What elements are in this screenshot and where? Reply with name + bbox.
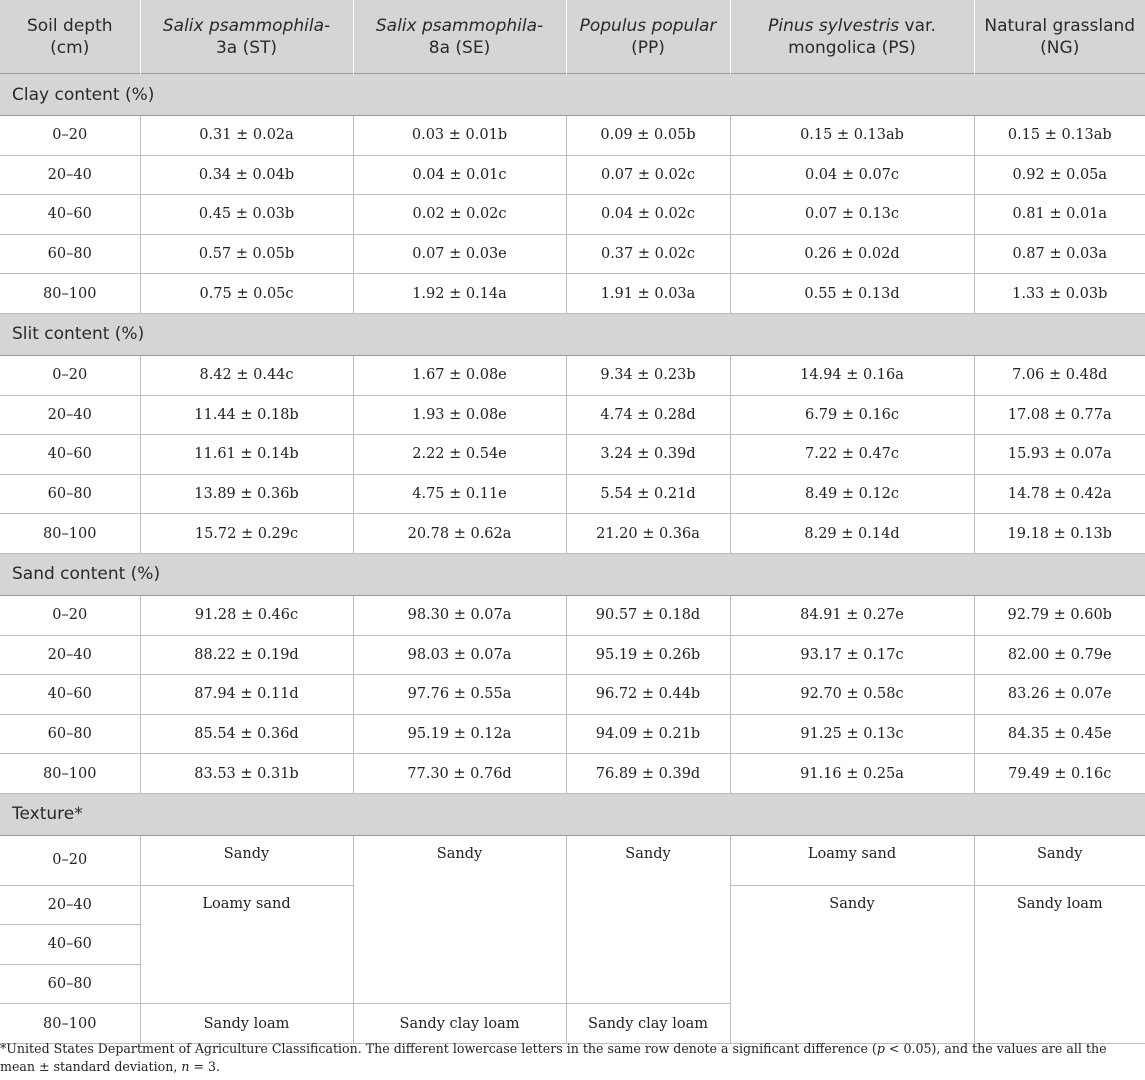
table-row [0,714,1145,754]
texture-cell: Sandy loam [140,1004,353,1044]
value-cell: 1.91 ± 0.03a [566,274,730,314]
value-cell: 0.15 ± 0.13ab [974,116,1145,156]
value-cell: 0.26 ± 0.02d [730,234,974,274]
table-row [0,274,1145,314]
table-row [0,395,1145,435]
value-cell: 9.34 ± 0.23b [566,355,730,395]
value-cell: 79.49 ± 0.16c [974,754,1145,794]
value-cell: 15.93 ± 0.07a [974,435,1145,475]
section-title: Clay content (%) [0,74,1145,116]
depth-cell: 60–80 [0,964,140,1004]
value-cell: 13.89 ± 0.36b [140,474,353,514]
value-cell: 0.02 ± 0.02c [353,195,566,235]
value-cell: 8.42 ± 0.44c [140,355,353,395]
texture-cell: Sandy loam [974,885,1145,1043]
value-cell: 0.57 ± 0.05b [140,234,353,274]
value-cell: 7.22 ± 0.47c [730,435,974,475]
value-cell: 0.04 ± 0.02c [566,195,730,235]
value-cell: 0.92 ± 0.05a [974,155,1145,195]
value-cell: 1.93 ± 0.08e [353,395,566,435]
texture-cell: Loamy sand [140,885,353,1004]
value-cell: 0.07 ± 0.13c [730,195,974,235]
texture-cell: Sandy [730,885,974,1043]
value-cell: 92.79 ± 0.60b [974,595,1145,635]
depth-cell: 80–100 [0,274,140,314]
value-cell: 94.09 ± 0.21b [566,714,730,754]
value-cell: 20.78 ± 0.62a [353,514,566,554]
table-row [0,355,1145,395]
value-cell: 8.49 ± 0.12c [730,474,974,514]
table-row [0,675,1145,715]
value-cell: 0.04 ± 0.01c [353,155,566,195]
table-row [0,234,1145,274]
table-row [0,116,1145,156]
value-cell: 4.74 ± 0.28d [566,395,730,435]
value-cell: 5.54 ± 0.21d [566,474,730,514]
table-row [0,595,1145,635]
value-cell: 83.53 ± 0.31b [140,754,353,794]
header-salix-8a: Salix psammophila- 8a (SE) [353,0,566,74]
value-cell: 90.57 ± 0.18d [566,595,730,635]
value-cell: 1.92 ± 0.14a [353,274,566,314]
value-cell: 84.35 ± 0.45e [974,714,1145,754]
value-cell: 8.29 ± 0.14d [730,514,974,554]
table-row [0,835,1145,885]
texture-cell: Sandy [353,835,566,1003]
table-row [0,754,1145,794]
depth-cell: 40–60 [0,925,140,965]
depth-cell: 40–60 [0,675,140,715]
value-cell: 19.18 ± 0.13b [974,514,1145,554]
value-cell: 98.30 ± 0.07a [353,595,566,635]
value-cell: 0.31 ± 0.02a [140,116,353,156]
value-cell: 91.25 ± 0.13c [730,714,974,754]
depth-cell: 60–80 [0,234,140,274]
texture-cell: Sandy [974,835,1145,885]
value-cell: 17.08 ± 0.77a [974,395,1145,435]
value-cell: 0.07 ± 0.02c [566,155,730,195]
value-cell: 97.76 ± 0.55a [353,675,566,715]
table-row [0,514,1145,554]
table-row [0,195,1145,235]
value-cell: 0.81 ± 0.01a [974,195,1145,235]
depth-cell: 0–20 [0,595,140,635]
depth-cell: 20–40 [0,155,140,195]
value-cell: 7.06 ± 0.48d [974,355,1145,395]
value-cell: 11.44 ± 0.18b [140,395,353,435]
value-cell: 83.26 ± 0.07e [974,675,1145,715]
section-title: Slit content (%) [0,313,1145,355]
value-cell: 98.03 ± 0.07a [353,635,566,675]
texture-cell: Sandy clay loam [566,1004,730,1044]
depth-cell: 0–20 [0,355,140,395]
value-cell: 0.07 ± 0.03e [353,234,566,274]
depth-cell: 40–60 [0,435,140,475]
value-cell: 2.22 ± 0.54e [353,435,566,475]
section-row-texture [0,793,1145,835]
texture-cell: Sandy clay loam [353,1004,566,1044]
depth-cell: 0–20 [0,116,140,156]
value-cell: 88.22 ± 0.19d [140,635,353,675]
value-cell: 1.33 ± 0.03b [974,274,1145,314]
value-cell: 4.75 ± 0.11e [353,474,566,514]
header-soil-depth: Soil depth (cm) [0,0,140,74]
value-cell: 76.89 ± 0.39d [566,754,730,794]
texture-cell: Sandy [140,835,353,885]
header-salix-3a: Salix psammophila- 3a (ST) [140,0,353,74]
depth-cell: 20–40 [0,885,140,925]
header-row [0,0,1145,74]
depth-cell: 20–40 [0,635,140,675]
value-cell: 95.19 ± 0.26b [566,635,730,675]
value-cell: 77.30 ± 0.76d [353,754,566,794]
value-cell: 0.09 ± 0.05b [566,116,730,156]
table-row [0,474,1145,514]
value-cell: 0.04 ± 0.07c [730,155,974,195]
table-row [0,635,1145,675]
value-cell: 14.78 ± 0.42a [974,474,1145,514]
depth-cell: 60–80 [0,714,140,754]
depth-cell: 80–100 [0,1004,140,1044]
depth-cell: 0–20 [0,835,140,885]
table-row [0,155,1145,195]
value-cell: 93.17 ± 0.17c [730,635,974,675]
value-cell: 82.00 ± 0.79e [974,635,1145,675]
value-cell: 0.87 ± 0.03a [974,234,1145,274]
section-row-sand [0,553,1145,595]
value-cell: 91.28 ± 0.46c [140,595,353,635]
depth-cell: 20–40 [0,395,140,435]
value-cell: 0.75 ± 0.05c [140,274,353,314]
value-cell: 0.55 ± 0.13d [730,274,974,314]
table-row [0,435,1145,475]
value-cell: 91.16 ± 0.25a [730,754,974,794]
value-cell: 15.72 ± 0.29c [140,514,353,554]
value-cell: 1.67 ± 0.08e [353,355,566,395]
value-cell: 0.34 ± 0.04b [140,155,353,195]
depth-cell: 40–60 [0,195,140,235]
header-natural-grassland: Natural grassland (NG) [974,0,1145,74]
value-cell: 96.72 ± 0.44b [566,675,730,715]
section-title: Sand content (%) [0,553,1145,595]
value-cell: 0.15 ± 0.13ab [730,116,974,156]
value-cell: 84.91 ± 0.27e [730,595,974,635]
value-cell: 0.45 ± 0.03b [140,195,353,235]
value-cell: 92.70 ± 0.58c [730,675,974,715]
section-title: Texture* [0,793,1145,835]
header-pinus: Pinus sylvestris var. mongolica (PS) [730,0,974,74]
depth-cell: 60–80 [0,474,140,514]
depth-cell: 80–100 [0,514,140,554]
section-row-slit [0,313,1145,355]
texture-cell: Loamy sand [730,835,974,885]
value-cell: 95.19 ± 0.12a [353,714,566,754]
section-row-clay [0,74,1145,116]
value-cell: 0.03 ± 0.01b [353,116,566,156]
value-cell: 0.37 ± 0.02c [566,234,730,274]
texture-cell: Sandy [566,835,730,1003]
value-cell: 6.79 ± 0.16c [730,395,974,435]
value-cell: 3.24 ± 0.39d [566,435,730,475]
depth-cell: 80–100 [0,754,140,794]
value-cell: 85.54 ± 0.36d [140,714,353,754]
header-populus: Populus popular (PP) [566,0,730,74]
value-cell: 11.61 ± 0.14b [140,435,353,475]
value-cell: 14.94 ± 0.16a [730,355,974,395]
value-cell: 87.94 ± 0.11d [140,675,353,715]
table-footnote: *United States Department of Agriculture Classification. The different lowercase letters in the same row denote a significant difference (p < 0.05), and the values are all the mean ± standard deviation, n = 3. [0,1041,1107,1074]
value-cell: 21.20 ± 0.36a [566,514,730,554]
